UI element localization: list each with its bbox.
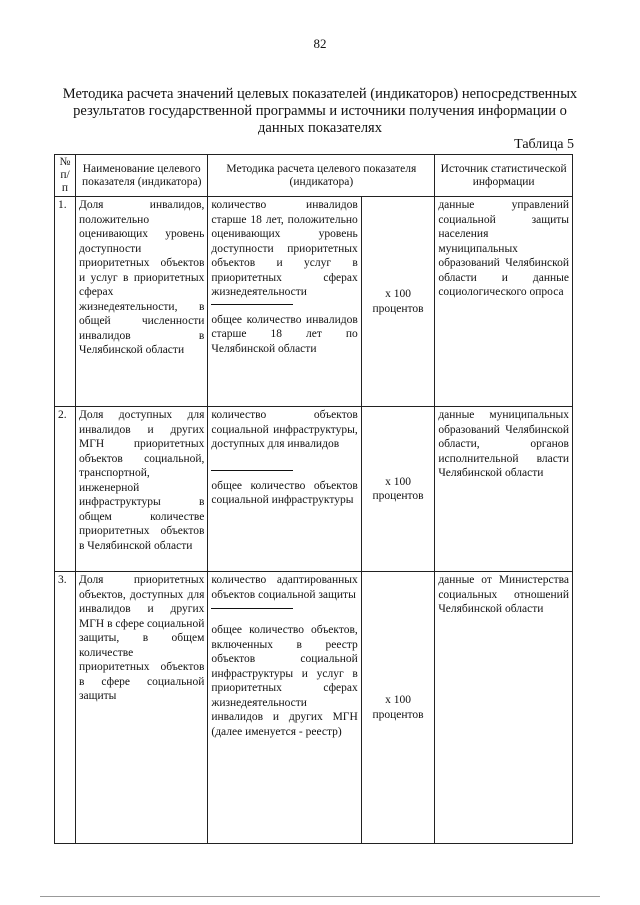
formula-numerator: количество инвалидов старше 18 лет, положительно оценивающих уровень доступности приоритетных объектов и услуг в приоритетных сферах жизнедеятельности bbox=[211, 199, 358, 298]
table-row bbox=[55, 572, 573, 844]
row-number: 1. bbox=[55, 197, 76, 407]
indicator-table bbox=[54, 154, 573, 844]
page-number: 82 bbox=[313, 36, 327, 51]
row-number: 2. bbox=[55, 407, 76, 572]
table-row bbox=[55, 197, 573, 407]
fraction-line bbox=[211, 608, 293, 609]
formula-denominator: общее количество объектов социальной инфраструктуры bbox=[211, 479, 358, 506]
formula-multiplier: x 100 процентов bbox=[361, 407, 435, 572]
formula-denominator: общее количество инвалидов старше 18 лет по Челябинской области bbox=[211, 313, 358, 355]
method-formula bbox=[208, 572, 361, 844]
formula-denominator: общее количество объектов, включенных в реестр объектов социальной инфраструктуры и услуг в приоритетных сферах жизнедеятельности инвалидов и других МГН (далее именуется - реестр) bbox=[211, 624, 358, 738]
table-row bbox=[55, 407, 573, 572]
formula-multiplier: x 100 процентов bbox=[361, 572, 435, 844]
formula-multiplier: x 100 процентов bbox=[361, 197, 435, 407]
fraction-line bbox=[211, 470, 293, 471]
method-formula bbox=[208, 407, 361, 572]
indicator-name: Доля доступных для инвалидов и других МГН приоритетных объектов социальной, транспортной, инженерной инфраструктуры в общем количестве приоритетных объектов в Челябинской области bbox=[76, 407, 208, 572]
document-title: Методика расчета значений целевых показателей (индикаторов) непосредственных результатов государственной программы и источники получения информации о данных показателях bbox=[62, 86, 578, 136]
info-source: данные управлений социальной защиты населения муниципальных образований Челябинской области и данные социологического опроса bbox=[435, 197, 573, 407]
header-method: Методика расчета целевого показателя (индикатора) bbox=[208, 155, 435, 197]
info-source: данные от Министерства социальных отношений Челябинской области bbox=[435, 572, 573, 844]
footer-divider bbox=[40, 896, 600, 897]
method-formula bbox=[208, 197, 361, 407]
fraction-line bbox=[211, 304, 293, 305]
header-source: Источник статистической информации bbox=[435, 155, 573, 197]
info-source: данные муниципальных образований Челябинской области, органов исполнительной власти Челябинской области bbox=[435, 407, 573, 572]
row-number: 3. bbox=[55, 572, 76, 844]
indicator-name: Доля приоритетных объектов, доступных для инвалидов и других МГН в сфере социальной защиты, в общем количестве приоритетных объектов в сфере социальной защиты bbox=[76, 572, 208, 844]
header-name: Наименование целевого показателя (индикатора) bbox=[76, 155, 208, 197]
formula-numerator: количество объектов социальной инфраструктуры, доступных для инвалидов bbox=[211, 409, 358, 450]
formula-numerator: количество адаптированных объектов социальной защиты bbox=[211, 574, 358, 601]
header-num: № п/п bbox=[55, 155, 76, 197]
table-label: Таблица 5 bbox=[514, 137, 574, 152]
indicator-name: Доля инвалидов, положительно оценивающих уровень доступности приоритетных объектов и услуг в приоритетных сферах жизнедеятельности, в общей численности инвалидов в Челябинской области bbox=[76, 197, 208, 407]
table-header-row bbox=[55, 155, 573, 197]
